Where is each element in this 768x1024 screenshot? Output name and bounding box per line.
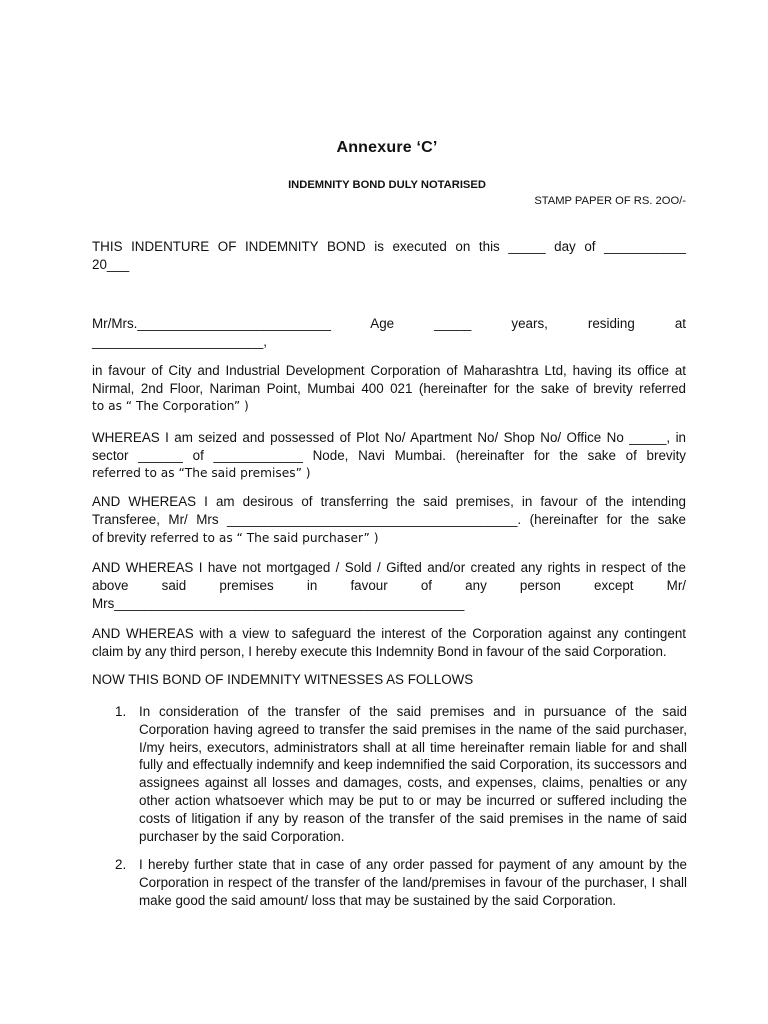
intro-paragraph [92, 238, 686, 274]
favour-last-line: to as “ The Corporation” ) [92, 398, 249, 413]
favour-text: in favour of City and Industrial Development Corporation of Maharashtra Ltd, having its office at Nirmal, 2nd Floor, Nariman Point, Mumbai 400 021 (hereinafter for the sake of brevity referred [92, 363, 686, 396]
whereas-transfer-last-a: of brevity [92, 529, 151, 545]
whereas-premises-text: WHEREAS I am seized and possessed of Plot No/ Apartment No/ Shop No/ Office No _____, in sector ______ of ____________ Node, Navi Mumbai. (hereinafter for the sake of brevity [92, 430, 686, 463]
document-subtitle: INDEMNITY BOND DULY NOTARISED [288, 179, 486, 191]
whereas-premises-paragraph [92, 429, 686, 482]
document-title: Annexure ‘C’ [336, 139, 438, 156]
whereas-transfer-last-b: referred to as “ The said purchaser” ) [150, 530, 379, 545]
stamp-paper-note: STAMP PAPER OF RS. 2OO/- [534, 195, 686, 207]
clause-number: 1. [115, 704, 127, 719]
clause-text: In consideration of the transfer of the said premises and in pursuance of the said Corporation having agreed to transfer the said premises in the name of the said purchaser, I/my heirs, executors, administrators shall at all time hereinafter remain liable for and shall fully and effectually indemnify and keep indemnified the said Corporation, its successors and assignees against all losses and damages, costs, and expenses, claims, penalties or any other action whatsoever which may be put to or may be incurred or suffered including the costs of litigation if any by reason of the transfer of the said premises in the name of said purchaser by the said Corporation. [139, 704, 687, 844]
resident-line-2: _______________________, [92, 334, 268, 349]
whereas-mortgage-line-1: AND WHEREAS I have not mortgaged / Sold / Gifted and/or created any rights in respect of the [92, 560, 686, 575]
intro-line-1: THIS INDENTURE OF INDEMNITY BOND is executed on this _____ day of ___________ [92, 239, 686, 254]
clause-item [115, 703, 687, 845]
whereas-transfer-last-line [92, 529, 686, 548]
clause-item [115, 856, 687, 909]
whereas-mortgage-line-3: Mrs_______________________________________________ [92, 595, 465, 611]
whereas-premises-last-line: referred to as “The said premises” ) [92, 465, 311, 480]
whereas-safeguard-paragraph: AND WHEREAS with a view to safeguard the interest of the Corporation against any contingent claim by any third person, I hereby execute this Indemnity Bond in favour of the said Corporation. [92, 626, 686, 659]
resident-line-1: Mr/Mrs.__________________________ Age _____ years, residing at [92, 316, 686, 331]
whereas-transfer-text: AND WHEREAS I am desirous of transferring the said premises, in favour of the intending Transferee, Mr/ Mrs _______________________________________. (hereinafter for the sake [92, 494, 686, 527]
clause-number: 2. [115, 857, 127, 872]
whereas-transfer-paragraph [92, 493, 686, 547]
whereas-mortgage-line-2: above said premises in favour of any person except Mr/ [92, 577, 686, 593]
clause-text: I hereby further state that in case of any order passed for payment of any amount by the Corporation in respect of the transfer of the land/premises in favour of the purchaser, I shall make good the said amount/ loss that may be sustained by the said Corporation. [139, 857, 687, 908]
favour-paragraph [92, 362, 686, 415]
intro-line-2: 20___ [92, 256, 130, 272]
witness-heading: NOW THIS BOND OF INDEMNITY WITNESSES AS FOLLOWS [92, 672, 474, 687]
whereas-mortgage-paragraph [92, 559, 686, 612]
